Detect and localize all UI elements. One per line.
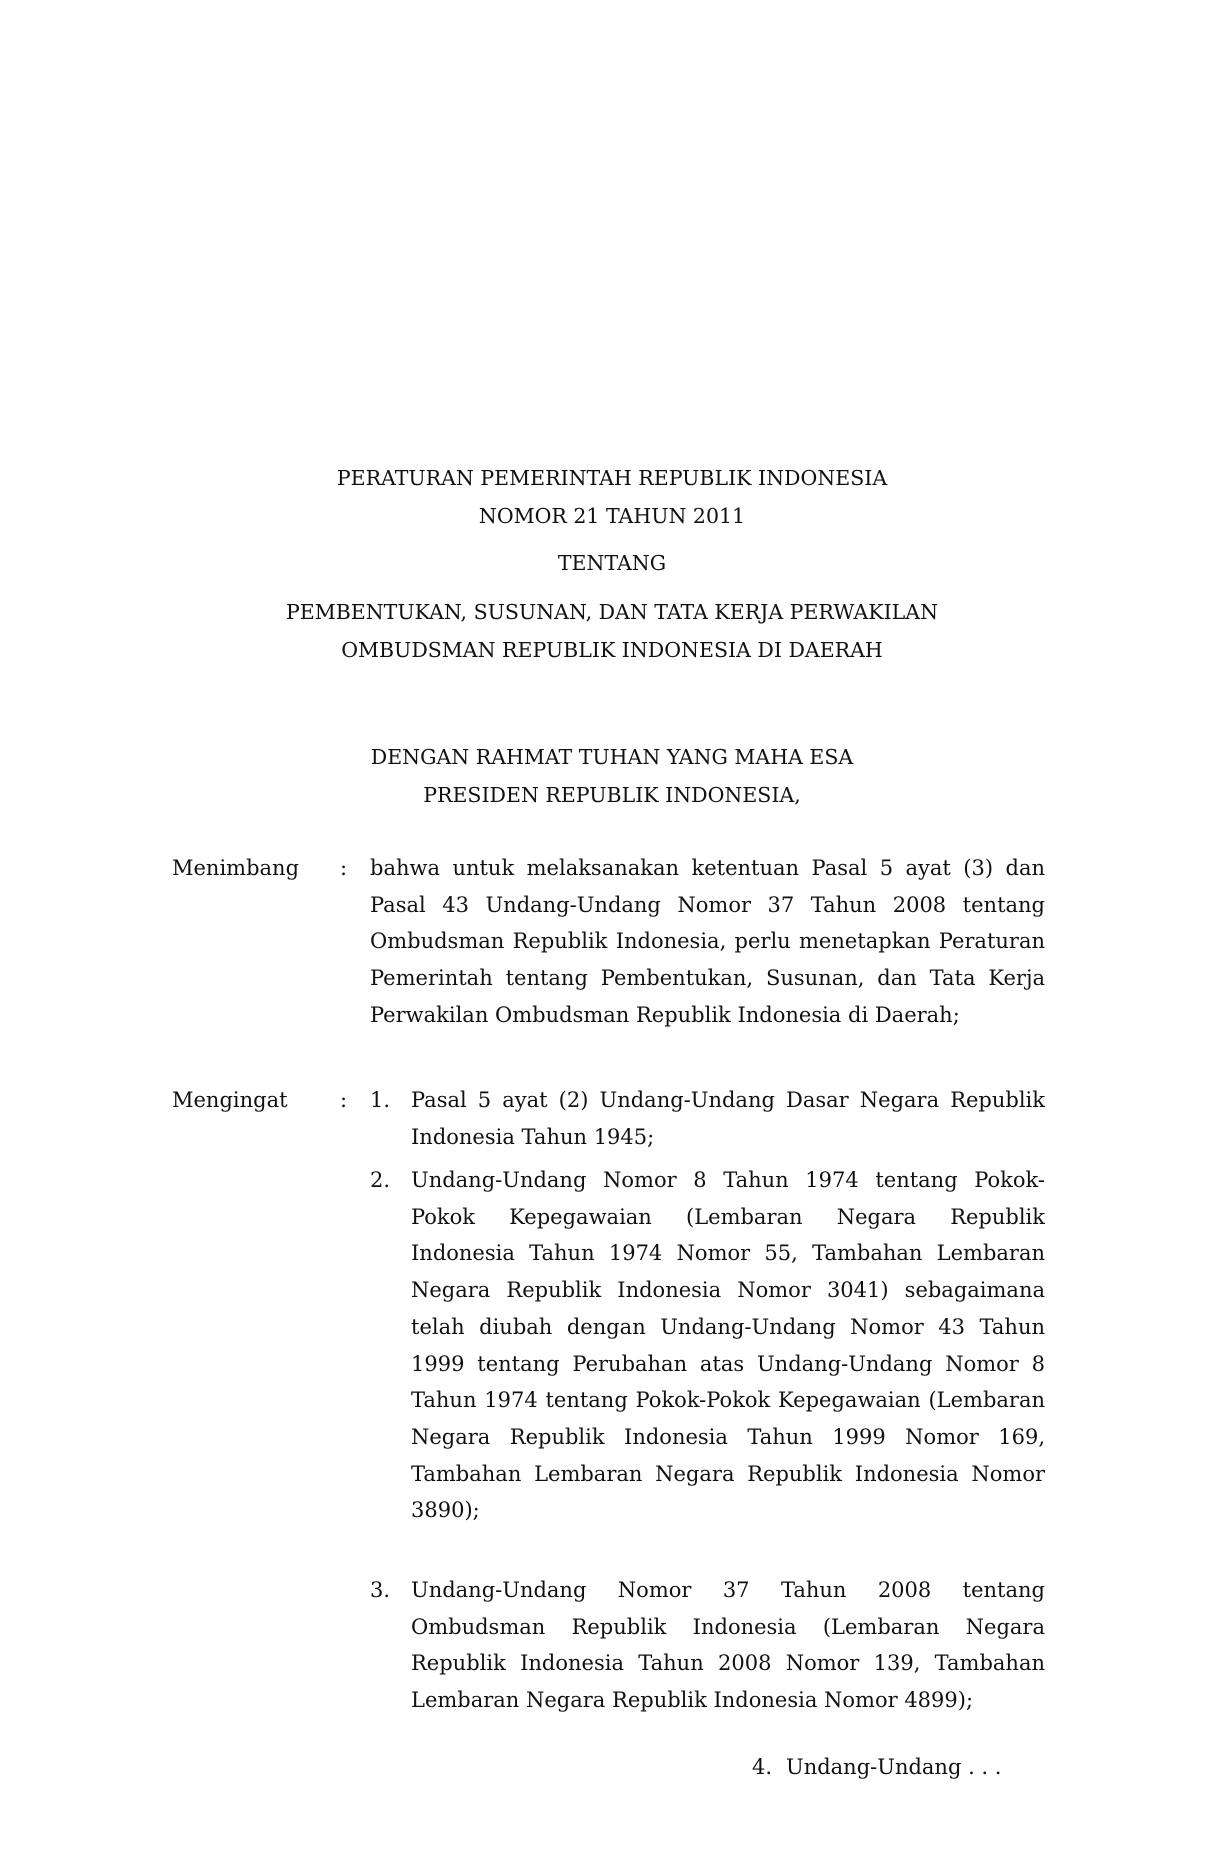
list-item-text: Undang-Undang Nomor 8 Tahun 1974 tentang Pokok-Pokok Kepegawaian (Lembaran Negara Republik Indonesia Tahun 1974 Nomor 55, Tambahan Lembaran Negara Republik Indonesia Nomor 3041) sebagaimana telah diubah dengan Undang-Undang Nomor 43 Tahun 1999 tentang Perubahan atas Undang-Undang Nomor 8 Tahun 1974 tentang Pokok-Pokok Kepegawaian (Lembaran Negara Republik Indonesia Tahun 1999 Nomor 169, Tambahan Lembaran Negara Republik Indonesia Nomor 3890); <box>411 1168 1045 1523</box>
continuation-number: 4. <box>752 1755 773 1779</box>
list-number: 1. <box>370 1088 391 1112</box>
list-number: 2. <box>370 1168 391 1192</box>
list-item-text: Undang-Undang Nomor 37 Tahun 2008 tentang Ombudsman Republik Indonesia (Lembaran Negara Republik Indonesia Tahun 2008 Nomor 139, Tambahan Lembaran Negara Republik Indonesia Nomor 4899); <box>411 1578 1045 1713</box>
regulation-subject-line-1: PEMBENTUKAN, SUSUNAN, DAN TATA KERJA PERWAKILAN <box>285 600 939 624</box>
regulation-title: PERATURAN PEMERINTAH REPUBLIK INDONESIA <box>336 466 888 490</box>
menimbang-label: Menimbang <box>172 856 300 880</box>
menimbang-colon: : <box>340 856 348 880</box>
regulation-subject-line-2: OMBUDSMAN REPUBLIK INDONESIA DI DAERAH <box>341 638 883 662</box>
preamble-line-2: PRESIDEN REPUBLIK INDONESIA, <box>423 783 801 807</box>
about-heading: TENTANG <box>557 551 667 575</box>
list-number: 3. <box>370 1578 391 1602</box>
menimbang-text: bahwa untuk melaksanakan ketentuan Pasal 5 ayat (3) dan Pasal 43 Undang-Undang Nomor 37 Tahun 2008 tentang Ombudsman Republik Indonesia, perlu menetapkan Peraturan Pemerintah tentang Pembentukan, Susunan, dan Tata Kerja Perwakilan Ombudsman Republik Indonesia di Daerah; <box>370 856 1045 1027</box>
mengingat-label: Mengingat <box>172 1088 288 1112</box>
continuation-text: Undang-Undang . . . <box>786 1755 1002 1779</box>
regulation-number: NOMOR 21 TAHUN 2011 <box>478 504 746 528</box>
mengingat-colon: : <box>340 1088 348 1112</box>
page-continuation-marker <box>752 1752 1001 1782</box>
preamble-line-1: DENGAN RAHMAT TUHAN YANG MAHA ESA <box>370 745 854 769</box>
list-item-text: Pasal 5 ayat (2) Undang-Undang Dasar Negara Republik Indonesia Tahun 1945; <box>411 1088 1045 1149</box>
